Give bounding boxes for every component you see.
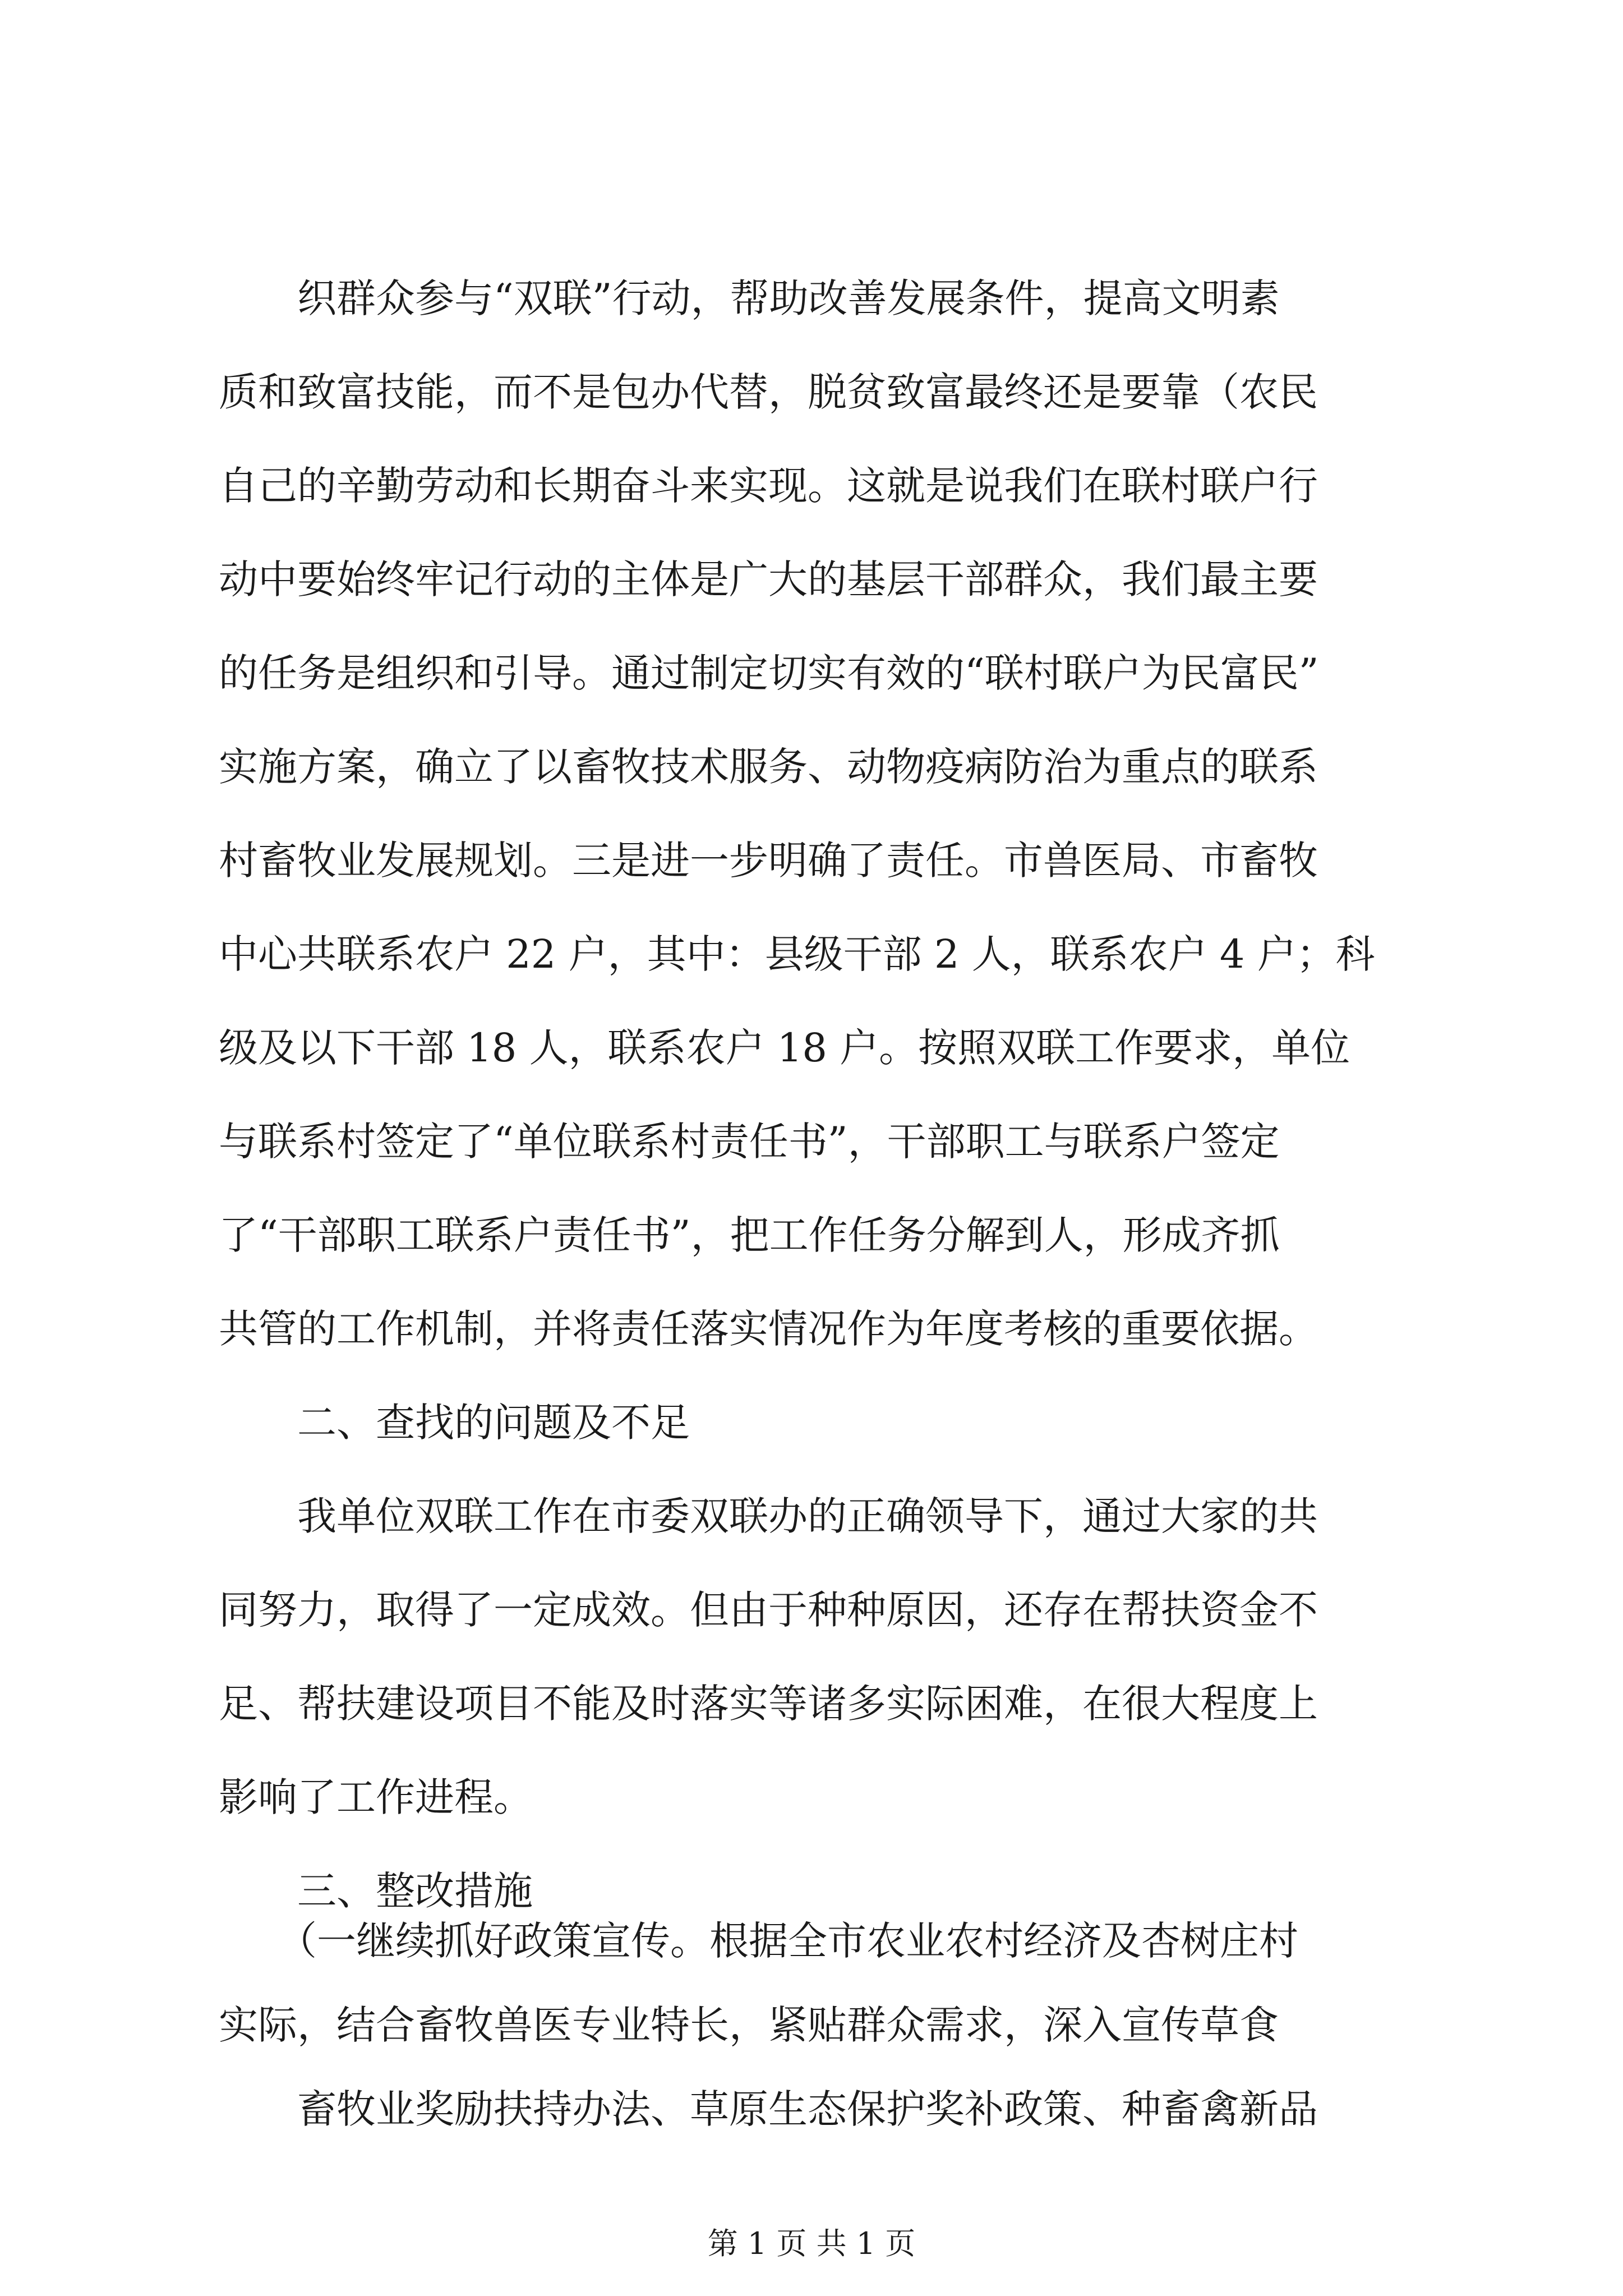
section-heading: 三、整改措施 xyxy=(219,1868,533,1914)
body-line: 实际，结合畜牧兽医专业特长，紧贴群众需求，深入宣传草食 xyxy=(219,2002,1279,2048)
body-line: 实施方案，确立了以畜牧技术服务、动物疫病防治为重点的联系 xyxy=(219,744,1318,790)
body-line: 影响了工作进程。 xyxy=(219,1774,533,1820)
body-line: 动中要始终牢记行动的主体是广大的基层干部群众，我们最主要 xyxy=(219,556,1318,602)
body-line: 的任务是组织和引导。通过制定切实有效的“联村联户为民富民” xyxy=(219,650,1319,696)
body-line: 级及以下干部 18 人，联系农户 18 户。按照双联工作要求，单位 xyxy=(219,1025,1350,1071)
section-heading: 二、查找的问题及不足 xyxy=(219,1400,690,1446)
body-line: 中心共联系农户 22 户，其中：县级干部 2 人，联系农户 4 户；科 xyxy=(219,931,1375,977)
page-footer: 第 1 页 共 1 页 xyxy=(707,2226,916,2261)
body-line: 足、帮扶建设项目不能及时落实等诸多实际困难，在很大程度上 xyxy=(219,1681,1318,1727)
body-line: 自己的辛勤劳动和长期奋斗来实现。这就是说我们在联村联户行 xyxy=(219,463,1318,509)
body-line: 共管的工作机制，并将责任落实情况作为年度考核的重要依据。 xyxy=(219,1306,1318,1352)
body-line: 同努力，取得了一定成效。但由于种种原因，还存在帮扶资金不 xyxy=(219,1587,1318,1633)
body-line: （一继续抓好政策宣传。根据全市农业农村经济及杏树庄村 xyxy=(219,1918,1298,1964)
body-line: 村畜牧业发展规划。三是进一步明确了责任。市兽医局、市畜牧 xyxy=(219,838,1318,884)
body-line: 与联系村签定了“单位联系村责任书”，干部职工与联系户签定 xyxy=(219,1119,1280,1165)
body-line: 我单位双联工作在市委双联办的正确领导下，通过大家的共 xyxy=(219,1493,1318,1539)
body-line: 了“干部职工联系户责任书”，把工作任务分解到人，形成齐抓 xyxy=(219,1212,1280,1258)
body-line: 质和致富技能，而不是包办代替，脱贫致富最终还是要靠（农民 xyxy=(219,369,1318,415)
body-line: 织群众参与“双联”行动，帮助改善发展条件，提高文明素 xyxy=(219,275,1280,321)
body-line: 畜牧业奖励扶持办法、草原生态保护奖补政策、种畜禽新品 xyxy=(219,2086,1318,2132)
